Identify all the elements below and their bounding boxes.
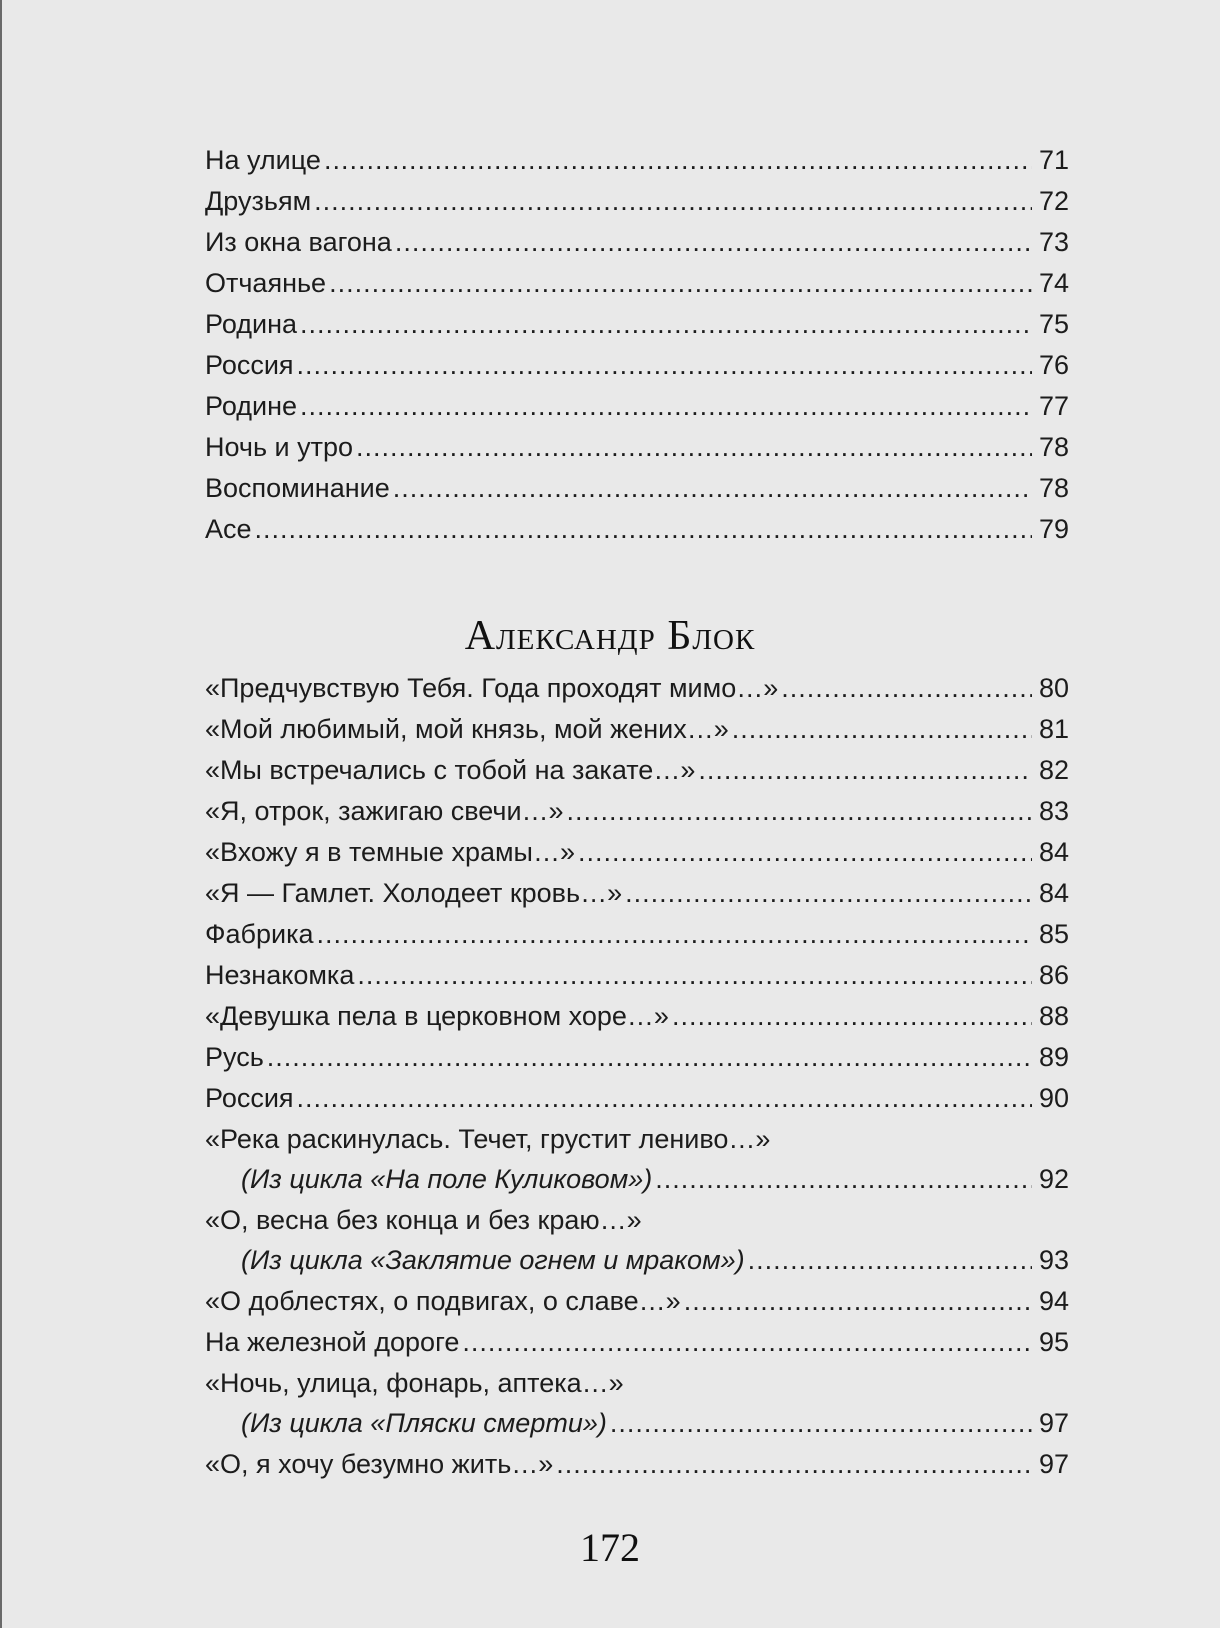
toc-entry[interactable]	[205, 709, 1069, 750]
toc-dot-leader	[698, 750, 1032, 791]
toc-entry-title: Россия	[205, 1083, 294, 1113]
toc-entry-page: 82	[1038, 755, 1069, 785]
toc-entry-title: Русь	[205, 1042, 264, 1072]
toc-entry-title-line[interactable]	[205, 1200, 1069, 1240]
toc-entry-title: «Ночь, улица, фонарь, аптека…»	[205, 1368, 624, 1398]
toc-entry-title: «Мы встречались с тобой на закате…»	[205, 755, 696, 785]
toc-dot-leader	[329, 263, 1032, 304]
toc-entry-page: 84	[1038, 837, 1069, 867]
toc-entry[interactable]	[205, 345, 1069, 386]
toc-dot-leader	[625, 873, 1032, 914]
toc-dot-leader	[314, 181, 1032, 222]
page-number: 172	[580, 1525, 640, 1570]
toc-dot-leader	[356, 427, 1032, 468]
toc-entry-page: 86	[1038, 960, 1069, 990]
toc-entry-page: 79	[1038, 514, 1069, 544]
toc-dot-leader	[672, 996, 1032, 1037]
toc-dot-leader	[300, 386, 1032, 427]
toc-entry-title: «Вхожу я в темные храмы…»	[205, 837, 575, 867]
toc-entry[interactable]	[205, 668, 1069, 709]
toc-entry-title: «Я, отрок, зажигаю свечи…»	[205, 796, 564, 826]
toc-entry[interactable]	[205, 181, 1069, 222]
toc-entry-page: 81	[1038, 714, 1069, 744]
toc-entry-title-line[interactable]	[205, 1119, 1069, 1159]
toc-entry-page: 78	[1038, 432, 1069, 462]
toc-entry-page: 74	[1038, 268, 1069, 298]
toc-dot-leader	[655, 1159, 1032, 1200]
toc-entry-page: 72	[1038, 186, 1069, 216]
toc-entry[interactable]	[205, 509, 1069, 550]
toc-entry-title: На железной дороге	[205, 1327, 460, 1357]
toc-entry[interactable]	[205, 1240, 1069, 1281]
toc-dot-leader	[395, 222, 1032, 263]
toc-entry-page: 77	[1038, 391, 1069, 421]
toc-dot-leader	[462, 1322, 1032, 1363]
toc-entry-title: «О, весна без конца и без краю…»	[205, 1205, 642, 1235]
toc-entry[interactable]	[205, 873, 1069, 914]
toc-entry[interactable]	[205, 750, 1069, 791]
toc-entry[interactable]	[205, 955, 1069, 996]
toc-entry-title: Асе	[205, 514, 252, 544]
toc-entry-title: Ночь и утро	[205, 432, 354, 462]
toc-entry[interactable]	[205, 791, 1069, 832]
toc-entry-page: 90	[1038, 1083, 1069, 1113]
toc-entry[interactable]	[205, 1281, 1069, 1322]
toc-entry-subtitle: (Из цикла «Пляски смерти»)	[241, 1408, 607, 1438]
toc-entry-title: «Я — Гамлет. Холодеет кровь…»	[205, 878, 623, 908]
toc-entry[interactable]	[205, 1444, 1069, 1485]
toc-entry[interactable]	[205, 1322, 1069, 1363]
toc-entry-title: «Предчувствую Тебя. Года проходят мимо…»	[205, 673, 779, 703]
toc-dot-leader	[610, 1403, 1032, 1444]
toc-entry[interactable]	[205, 996, 1069, 1037]
toc-entry[interactable]	[205, 140, 1069, 181]
toc-entry-title-line[interactable]	[205, 1363, 1069, 1403]
toc-dot-leader	[684, 1281, 1032, 1322]
toc-entry-page: 97	[1038, 1408, 1069, 1438]
toc-entry[interactable]	[205, 1159, 1069, 1200]
toc-entry-page: 93	[1038, 1245, 1069, 1275]
toc-entry-page: 80	[1038, 673, 1069, 703]
toc-dot-leader	[317, 914, 1032, 955]
toc-dot-leader	[300, 304, 1032, 345]
toc-entry-title: «О доблестях, о подвигах, о славе…»	[205, 1286, 681, 1316]
toc-entry-page: 92	[1038, 1164, 1069, 1194]
toc-entry-title: Отчаянье	[205, 268, 327, 298]
toc-entry-title: «Мой любимый, мой князь, мой жених…»	[205, 714, 729, 744]
toc-entry-page: 84	[1038, 878, 1069, 908]
toc-entry[interactable]	[205, 386, 1069, 427]
toc-dot-leader	[324, 140, 1032, 181]
toc-entry[interactable]	[205, 304, 1069, 345]
toc-entry-title: Родине	[205, 391, 298, 421]
toc-entry-title: Незнакомка	[205, 960, 355, 990]
toc-entry-title: «О, я хочу безумно жить…»	[205, 1449, 554, 1479]
toc-entry-page: 95	[1038, 1327, 1069, 1357]
toc-entry-page: 85	[1038, 919, 1069, 949]
toc-entry-page: 89	[1038, 1042, 1069, 1072]
toc-entry-title: На улице	[205, 145, 321, 175]
toc-entry-page: 97	[1038, 1449, 1069, 1479]
toc-entry-title: Россия	[205, 350, 294, 380]
toc-dot-leader	[393, 468, 1032, 509]
toc-list-part2	[205, 668, 1069, 1485]
toc-entry[interactable]	[205, 914, 1069, 955]
toc-entry-title: Из окна вагона	[205, 227, 392, 257]
toc-dot-leader	[781, 668, 1032, 709]
toc-dot-leader	[578, 832, 1032, 873]
toc-entry-title: Родина	[205, 309, 298, 339]
toc-entry-page: 71	[1038, 145, 1069, 175]
toc-entry-title: Фабрика	[205, 919, 314, 949]
toc-entry-title: Воспоминание	[205, 473, 390, 503]
toc-dot-leader	[297, 1078, 1032, 1119]
toc-entry-subtitle: (Из цикла «Заклятие огнем и мраком»)	[241, 1245, 745, 1275]
toc-entry-page: 88	[1038, 1001, 1069, 1031]
toc-entry-title: «Река раскинулась. Течет, грустит лениво…»	[205, 1124, 771, 1154]
toc-entry-subtitle: (Из цикла «На поле Куликовом»)	[241, 1164, 653, 1194]
toc-entry-page: 75	[1038, 309, 1069, 339]
toc-dot-leader	[357, 955, 1032, 996]
toc-entry[interactable]	[205, 263, 1069, 304]
toc-dot-leader	[732, 709, 1032, 750]
toc-entry-page: 94	[1038, 1286, 1069, 1316]
toc-dot-leader	[267, 1037, 1032, 1078]
toc-entry[interactable]	[205, 1078, 1069, 1119]
toc-entry-page: 73	[1038, 227, 1069, 257]
toc-entry-title: «Девушка пела в церковном хоре…»	[205, 1001, 669, 1031]
toc-dot-leader	[556, 1444, 1032, 1485]
toc-entry[interactable]	[205, 1403, 1069, 1444]
toc-dot-leader	[297, 345, 1032, 386]
toc-list-part1	[205, 140, 1069, 550]
toc-entry-page: 76	[1038, 350, 1069, 380]
toc-entry[interactable]	[205, 468, 1069, 509]
toc-entry-title: Друзьям	[205, 186, 312, 216]
toc-entry[interactable]	[205, 427, 1069, 468]
toc-entry-page: 83	[1038, 796, 1069, 826]
section-heading-author: Александр Блок	[464, 613, 756, 659]
toc-dot-leader	[567, 791, 1032, 832]
toc-entry-page: 78	[1038, 473, 1069, 503]
toc-dot-leader	[748, 1240, 1032, 1281]
toc-entry[interactable]	[205, 1037, 1069, 1078]
toc-dot-leader	[255, 509, 1032, 550]
toc-entry[interactable]	[205, 222, 1069, 263]
toc-entry[interactable]	[205, 832, 1069, 873]
